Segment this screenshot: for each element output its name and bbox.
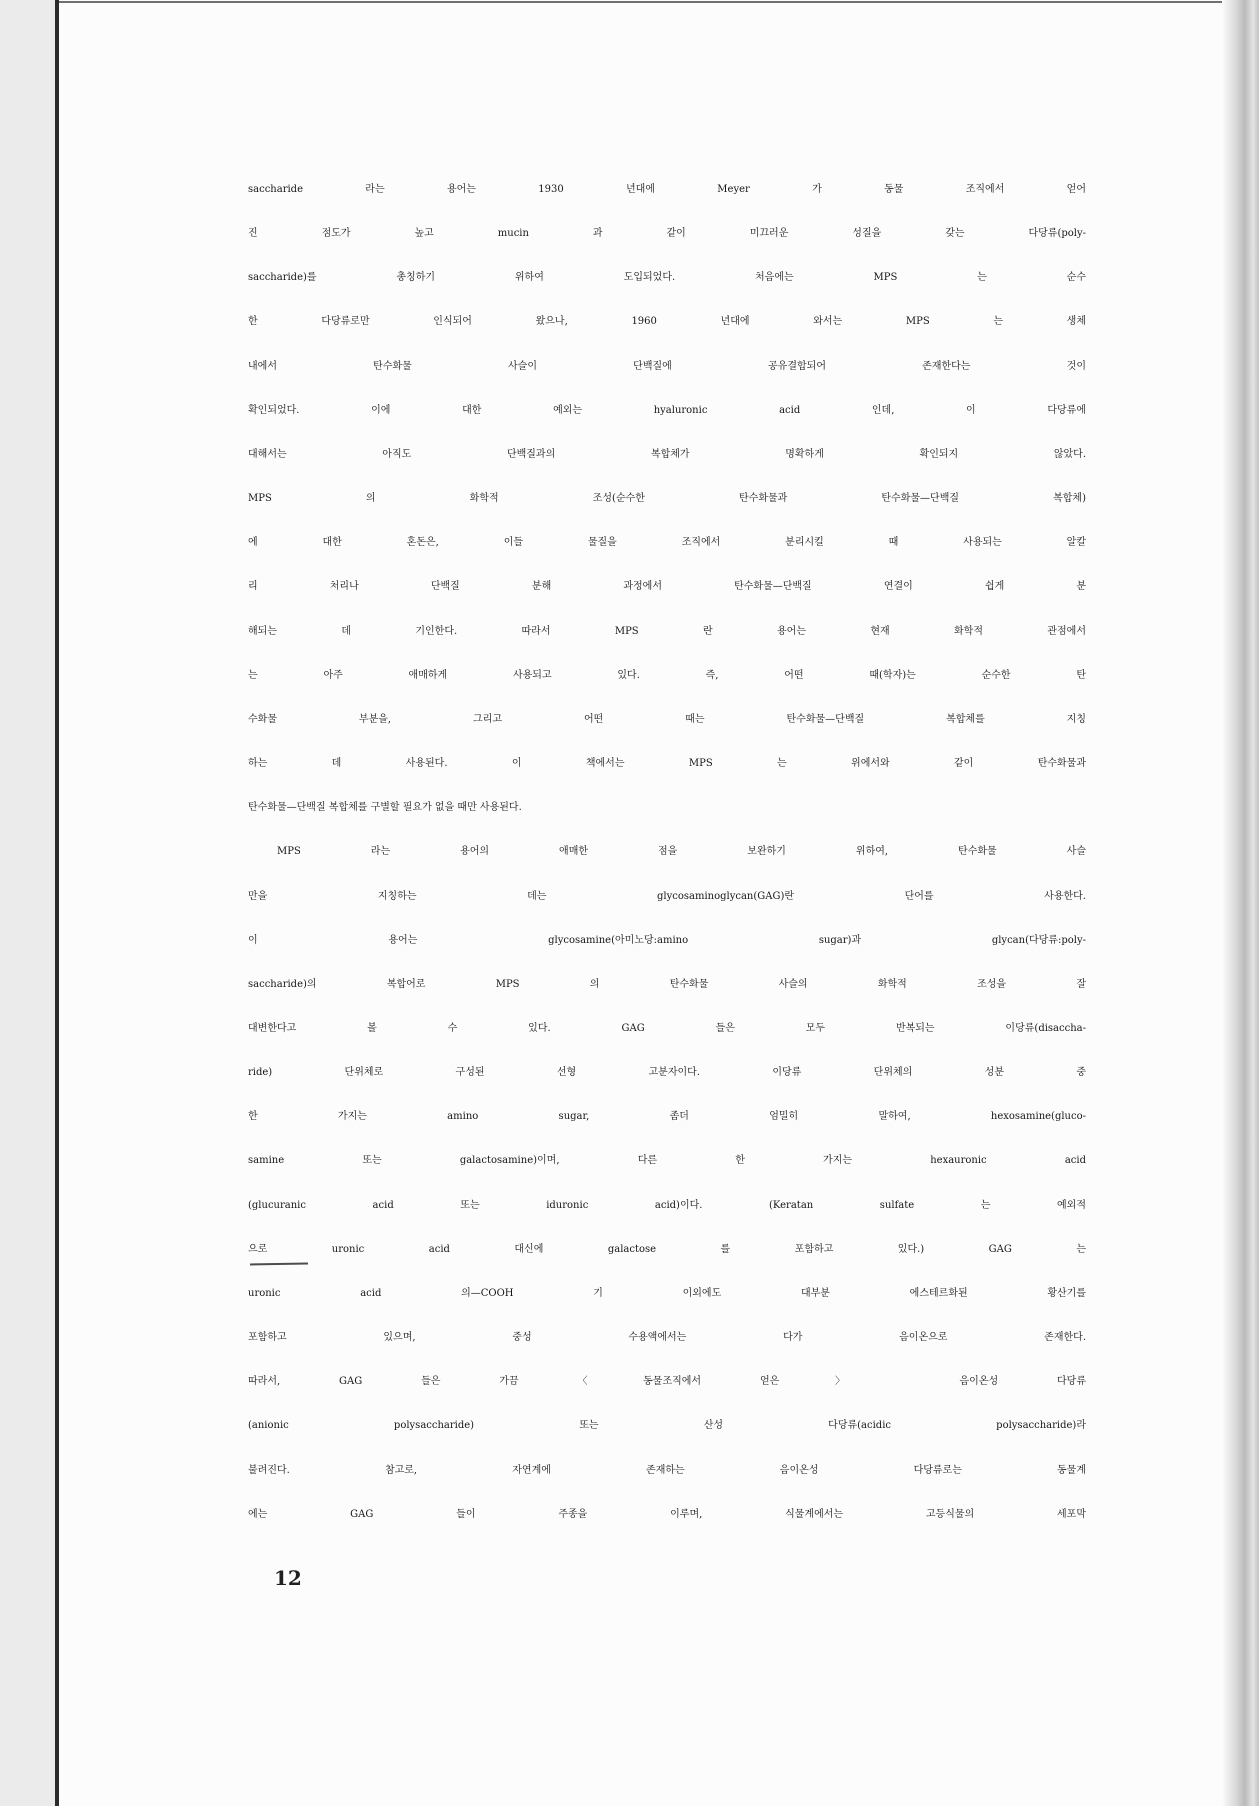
text-line: saccharide)의 복합어로 MPS 의 탄수화물 사슬의 화학적 조성을 잘 (248, 978, 1086, 990)
text-line: saccharide)를 총칭하기 위하여 도입되었다. 처음에는 MPS 는 순수 (248, 272, 1086, 284)
text-line: 한 다당류로만 인식되어 왔으나, 1960 년대에 와서는 MPS 는 생체 (248, 316, 1086, 328)
paragraph (248, 830, 1086, 1537)
text-line: 수화물 부분을, 그리고 어떤 때는 탄수화물—단백질 복합체를 지칭 (248, 713, 1086, 725)
text-line: 진 점도가 높고 mucin 과 같이 미끄러운 성질을 갖는 다당류(poly- (248, 228, 1086, 240)
text-line: (anionic polysaccharide) 또는 산성 다당류(acidic polysaccharide)라 (248, 1420, 1086, 1432)
text-line: 내에서 탄수화물 사슬이 단백질에 공유결합되어 존재한다는 것이 (248, 360, 1086, 372)
text-line: 따라서, GAG 들은 가끔 〈동물조직에서 얻은〉 음이온성 다당류 (248, 1376, 1086, 1388)
text-line: MPS 라는 용어의 애매한 점을 보완하기 위하여, 탄수화물 사슬 (277, 846, 1086, 858)
text-line: 리 처리나 단백질 분해 과정에서 탄수화물—단백질 연결이 쉽게 분 (248, 581, 1086, 593)
page-top-edge (59, 1, 1222, 3)
text-block (248, 168, 1086, 1537)
text-line: 에는 GAG 들이 주종을 이루며, 식물계에서는 고등식물의 세포막 (248, 1508, 1086, 1520)
text-line: MPS 의 화학적 조성(순수한 탄수화물과 탄수화물—단백질 복합체) (248, 493, 1086, 505)
text-line: 포함하고 있으며, 중성 수용액에서는 다가 음이온으로 존재한다. (248, 1332, 1086, 1344)
text-line: 이 용어는 glycosamine(아미노당:amino sugar)과 glycan(다당류:poly- (248, 934, 1086, 946)
text-line: 탄수화물—단백질 복합체를 구별할 필요가 없을 때만 사용된다. (248, 802, 522, 814)
page-right-shadow (1222, 0, 1259, 1806)
text-line: 대해서는 아직도 단백질과의 복합체가 명확하게 확인되지 않았다. (248, 448, 1086, 460)
text-line: 불려진다. 참고로, 자연계에 존재하는 음이온성 다당류로는 동물계 (248, 1464, 1086, 1476)
page-binding-edge (55, 0, 59, 1806)
text-line: (glucuranic acid 또는 iduronic acid)이다. (Keratan sulfate 는 예외적 (248, 1199, 1086, 1211)
text-line: 만을 지칭하는 데는 glycosaminoglycan(GAG)란 단어를 사용한다. (248, 890, 1086, 902)
text-line: saccharide 라는 용어는 1930 년대에 Meyer 가 동물 조직에서 얻어 (248, 184, 1086, 195)
text-line: 확인되었다. 이에 대한 예외는 hyaluronic acid 인데, 이 다당류에 (248, 404, 1086, 416)
scan-left-margin (0, 0, 55, 1806)
text-line: 으로 uronic acid 대신에 galactose 를 포함하고 있다.) GAG 는 (248, 1243, 1086, 1255)
text-line: 한 가지는 amino sugar, 좀더 엄밀히 말하여, hexosamine(gluco- (248, 1111, 1086, 1123)
text-line: ride) 단위체로 구성된 선형 고분자이다. 이당류 단위체의 성분 중 (248, 1067, 1086, 1079)
text-line: 해되는 데 기인한다. 따라서 MPS 란 용어는 현재 화학적 관점에서 (248, 625, 1086, 637)
paragraph (248, 168, 1086, 830)
text-line: 하는 데 사용된다. 이 책에서는 MPS 는 위에서와 같이 탄수화물과 (248, 758, 1086, 770)
text-line: 대변한다고 볼 수 있다. GAG 들은 모두 반복되는 이당류(disaccha- (248, 1022, 1086, 1034)
text-line: 는 아주 애매하게 사용되고 있다. 즉, 어떤 때(학자)는 순수한 탄 (248, 669, 1086, 681)
text-line: 에 대한 혼돈은, 이들 물질을 조직에서 분리시킬 때 사용되는 알칼 (248, 537, 1086, 549)
page-number: 12 (274, 1566, 302, 1590)
text-line: uronic acid 의—COOH 기 이외에도 대부분 에스테르화된 황산기를 (248, 1287, 1086, 1299)
text-line: samine 또는 galactosamine)이며, 다른 한 가지는 hexauronic acid (248, 1155, 1086, 1167)
